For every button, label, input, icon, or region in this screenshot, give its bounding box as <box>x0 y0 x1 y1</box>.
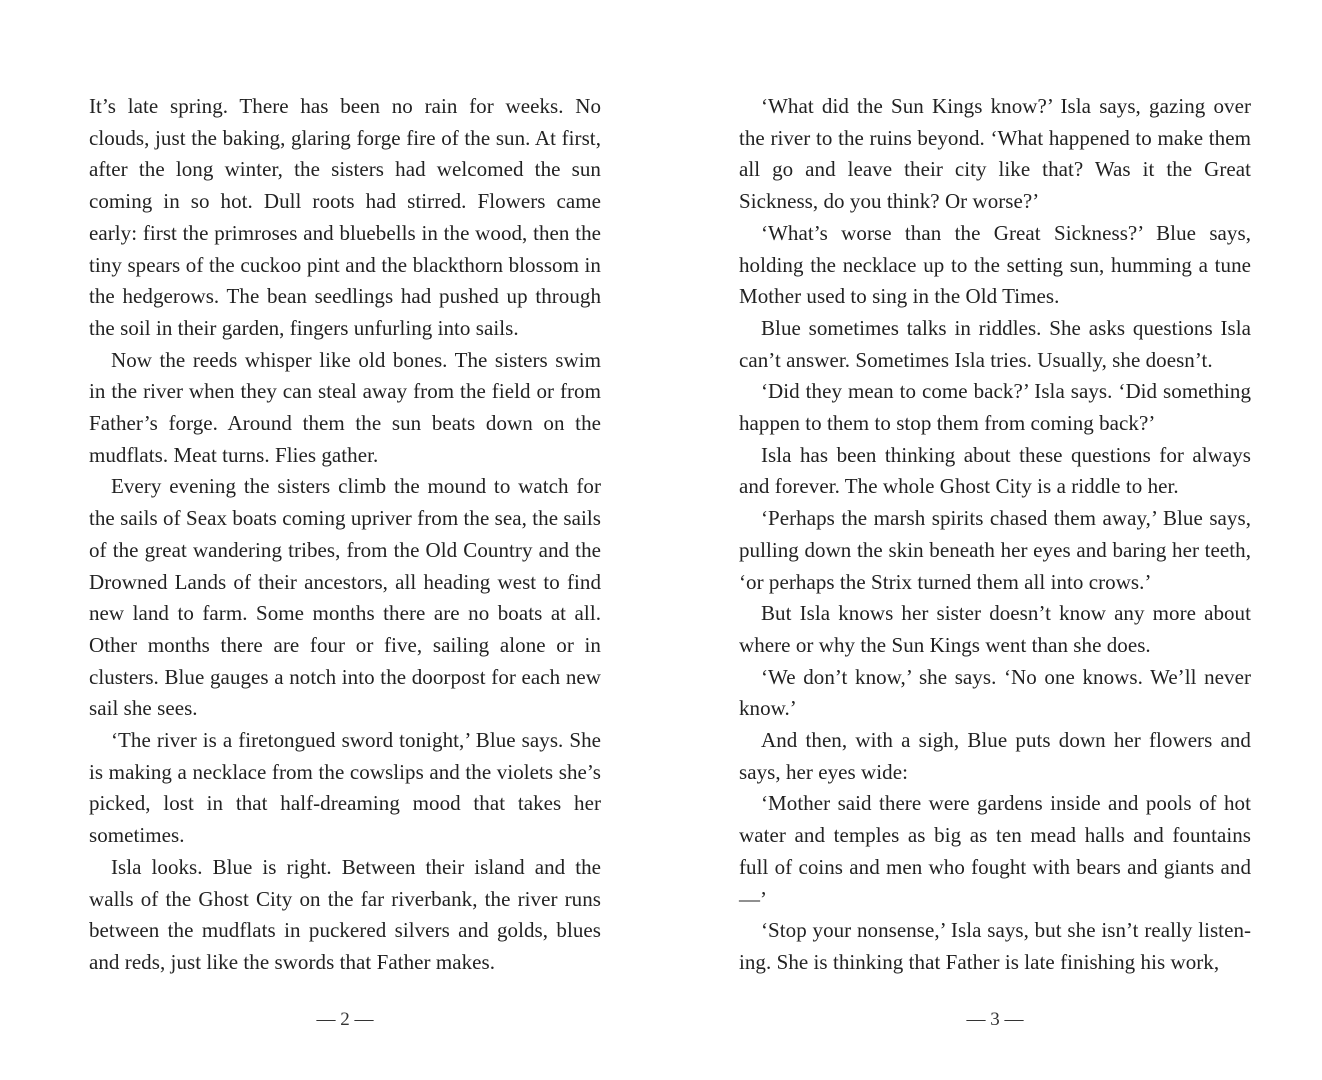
page-number: — 2 — <box>316 1009 374 1030</box>
paragraph: Now the reeds whisper like old bones. The sisters swim in the river when they can steal away from the field or from Father’s forge. Around them the sun beats down on the mudflats. Meat turns. Flies gather. <box>89 347 601 467</box>
right-page <box>739 91 1251 1041</box>
paragraph: ‘Stop your nonsense,’ Isla says, but she isn’t really listening. She is thinking that Father is late finishing his work, <box>739 918 1251 974</box>
paragraph: ‘We don’t know,’ she says. ‘No one knows. We’ll never know.’ <box>739 664 1251 721</box>
paragraph: ‘What’s worse than the Great Sickness?’ Blue says, holding the necklace up to the setting sun, humming a tune Mother used to sing in the Old Times. <box>739 220 1251 309</box>
page-number: — 3 — <box>966 1009 1024 1030</box>
paragraph: And then, with a sigh, Blue puts down her flowers and says, her eyes wide: <box>739 728 1251 784</box>
right-page-text <box>739 91 1251 979</box>
paragraph: ‘What did the Sun Kings know?’ Isla says, gazing over the river to the ruins beyond. ‘What happened to make them all go and leave their city like that? Was it the Great Sickness, do you think? Or worse?’ <box>739 94 1251 214</box>
paragraph: It’s late spring. There has been no rain for weeks. No clouds, just the baking, glaring forge fire of the sun. At first, after the long winter, the sisters had welcomed the sun coming in so hot. Dull roots had stirred. Flowers came early: first the primroses and bluebells in the wood, then the tiny spears of the cuckoo pint and the blackthorn blossom in the hedgerows. The bean seedlings had pushed up through the soil in their garden, fingers unfurling into sails. <box>89 94 601 340</box>
paragraph: Isla has been thinking about these questions for always and forever. The whole Ghost City is a riddle to her. <box>739 442 1251 499</box>
paragraph: ‘Perhaps the marsh spirits chased them away,’ Blue says, pulling down the skin beneath her eyes and baring her teeth, ‘or perhaps the Strix turned them all into crows.’ <box>739 506 1251 594</box>
paragraph: Every evening the sisters climb the mound to watch for the sails of Seax boats coming upriver from the sea, the sails of the great wandering tribes, from the Old Country and the Drowned Lands of their ancestors, all heading west to find new land to farm. Some months there are no boats at all. Other months there are four or five, sailing alone or in clusters. Blue gauges a notch into the doorpost for each new sail she sees. <box>89 474 601 721</box>
left-page-text <box>89 91 601 979</box>
paragraph: ‘The river is a firetongued sword tonight,’ Blue says. She is making a necklace from the cowslips and the violets she’s picked, lost in that half-dreaming mood that takes her sometimes. <box>89 728 601 848</box>
paragraph: ‘Mother said there were gardens inside and pools of hot water and temples as big as ten mead halls and fountains full of coins and men who fought with bears and giants and—’ <box>739 791 1251 911</box>
paragraph: Blue sometimes talks in riddles. She asks questions Isla can’t answer. Sometimes Isla tries. Usually, she doesn’t. <box>739 315 1251 372</box>
paragraph: Isla looks. Blue is right. Between their island and the walls of the Ghost City on the far riverbank, the river runs between the mudflats in puckered silvers and golds, blues and reds, just like the swords that Father makes. <box>89 854 601 974</box>
paragraph: ‘Did they mean to come back?’ Isla says. ‘Did something happen to them to stop them from coming back?’ <box>739 379 1251 436</box>
paragraph: But Isla knows her sister doesn’t know any more about where or why the Sun Kings went than she does. <box>739 601 1251 657</box>
left-page <box>89 91 601 1041</box>
